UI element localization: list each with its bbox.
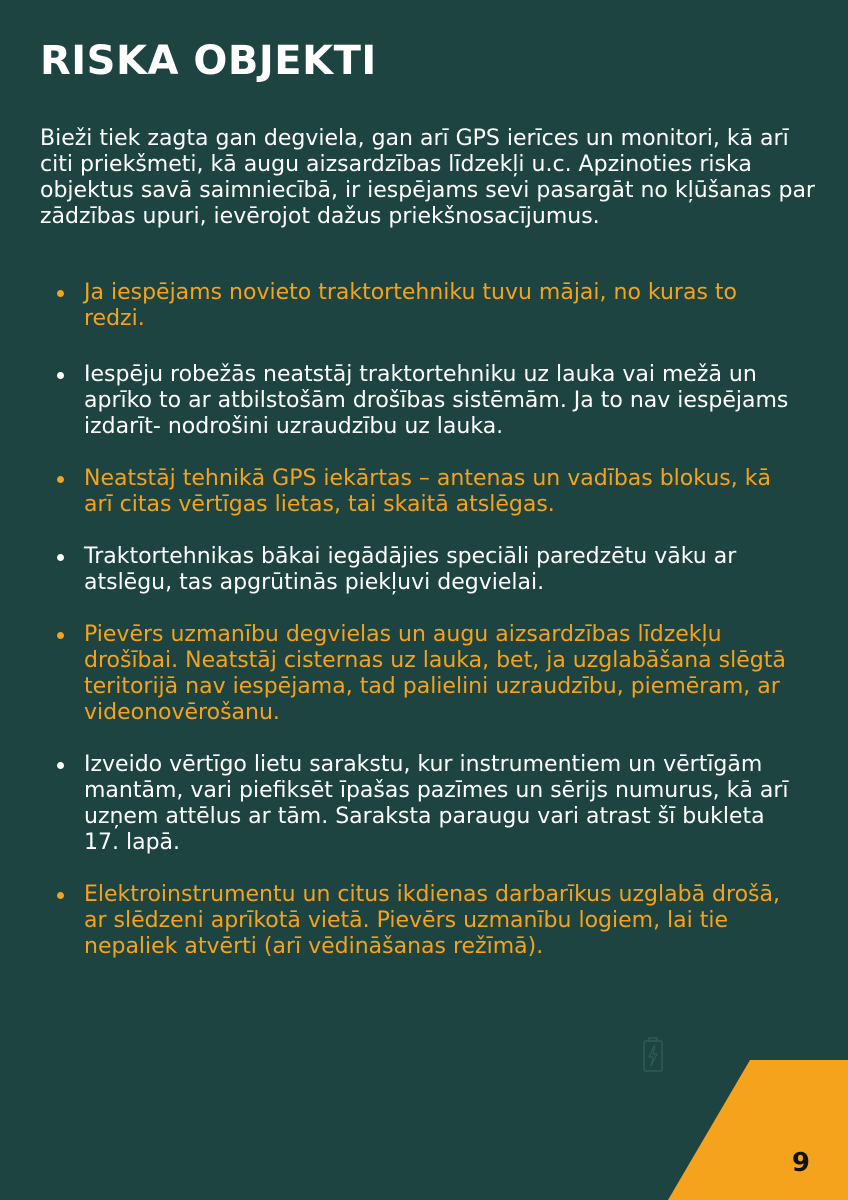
list-item-text: Pievērs uzmanību degvielas un augu aizsardzības līdzekļu drošībai. Neatstāj cisternas uz lauka, bet, ja uzglabāšana slēgtā teritorijā nav iespējama, tad palielini uzraudzību, piemēram, ar videonovērošanu.	[84, 622, 786, 725]
list-item	[40, 362, 800, 440]
page-title: RISKA OBJEKTI	[40, 38, 377, 84]
bullet-list	[40, 280, 800, 986]
list-item-text: Iespēju robežās neatstāj traktortehniku uz lauka vai mežā un aprīko to ar atbilstošām drošības sistēmām. Ja to nav iespējams izdarīt- nodrošini uzraudzību uz lauka.	[84, 362, 789, 439]
list-item	[40, 622, 800, 726]
bullet-dot-icon	[57, 762, 64, 769]
list-item-text: Elektroinstrumentu un citus ikdienas darbarīkus uzglabā drošā, ar slēdzeni aprīkotā vietā. Pievērs uzmanību logiem, lai tie nepaliek atvērti (arī vēdināšanas režīmā).	[84, 882, 780, 959]
intro-paragraph: Bieži tiek zagta gan degviela, gan arī GPS ierīces un monitori, kā arī citi priekšmeti, kā augu aizsardzības līdzekļi u.c. Apzinoties riska objektus savā saimniecībā, ir iespējams sevi pasargāt no kļūšanas par zādzības upuri, ievērojot dažus priekšnosacījumus.	[40, 126, 815, 229]
list-item	[40, 466, 800, 518]
list-item	[40, 544, 800, 596]
bullet-dot-icon	[57, 892, 64, 899]
list-item-text: Neatstāj tehnikā GPS iekārtas – antenas un vadības blokus, kā arī citas vērtīgas lietas, tai skaitā atslēgas.	[84, 466, 771, 517]
bullet-dot-icon	[57, 290, 64, 297]
list-item	[40, 752, 800, 856]
list-item-text: Traktortehnikas bākai iegādājies speciāli paredzētu vāku ar atslēgu, tas apgrūtinās piekļuvi degvielai.	[84, 544, 737, 595]
corner-triangle	[668, 1060, 848, 1200]
list-item-text: Izveido vērtīgo lietu sarakstu, kur instrumentiem un vērtīgām mantām, vari piefiksēt īpašas pazīmes un sērijs numurus, kā arī uzņem attēlus ar tām. Saraksta paraugu vari atrast šī bukleta 17. lapā.	[84, 752, 789, 855]
page-number: 9	[791, 1148, 810, 1178]
list-item-text: Ja iespējams novieto traktortehniku tuvu mājai, no kuras to redzi.	[84, 280, 737, 331]
bullet-dot-icon	[57, 632, 64, 639]
bullet-dot-icon	[57, 476, 64, 483]
list-item	[40, 882, 800, 960]
bullet-dot-icon	[57, 554, 64, 561]
bullet-dot-icon	[57, 372, 64, 379]
list-item	[40, 280, 800, 332]
battery-charge-icon	[642, 1037, 664, 1073]
